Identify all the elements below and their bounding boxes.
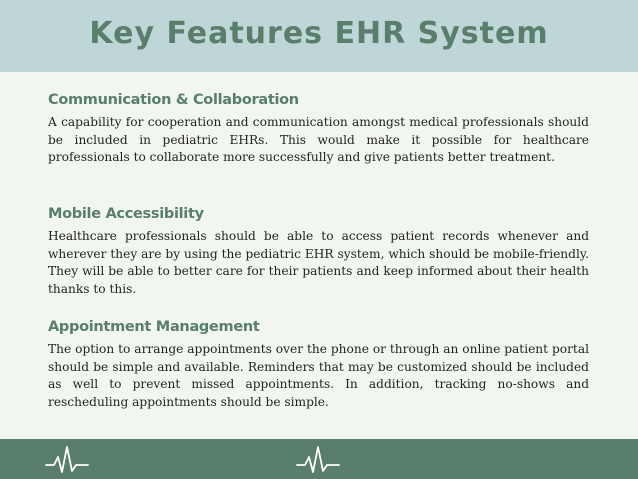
section-heading: Mobile Accessibility	[48, 206, 204, 222]
heartbeat-icon	[44, 439, 94, 479]
section-body: Healthcare professionals should be able to access patient records whenever and wherever they are by using the pediatric EHR system, which should be mobile-friendly. They will be able to better care for their patients and keep informed about their health thanks to this.	[48, 229, 589, 296]
section-heading: Appointment Management	[48, 319, 260, 335]
section-heading: Communication & Collaboration	[48, 92, 299, 108]
header-band	[0, 0, 638, 72]
section-appointment-management	[48, 317, 589, 411]
section-body: The option to arrange appointments over the phone or through an online patient portal should be simple and available. Reminders that may be customized should be included as well to prevent missed appointments. In addition, tracking no-shows and rescheduling appointments should be simple.	[48, 342, 589, 409]
section-body: A capability for cooperation and communication amongst medical professionals should be included in pediatric EHRs. This would make it possible for healthcare professionals to collaborate more successfully and give patients better treatment.	[48, 115, 589, 165]
page-title: Key Features EHR System	[89, 16, 549, 51]
heartbeat-icon	[295, 439, 345, 479]
section-mobile-accessibility	[48, 204, 589, 298]
section-communication	[48, 90, 589, 167]
footer-band	[0, 439, 638, 479]
